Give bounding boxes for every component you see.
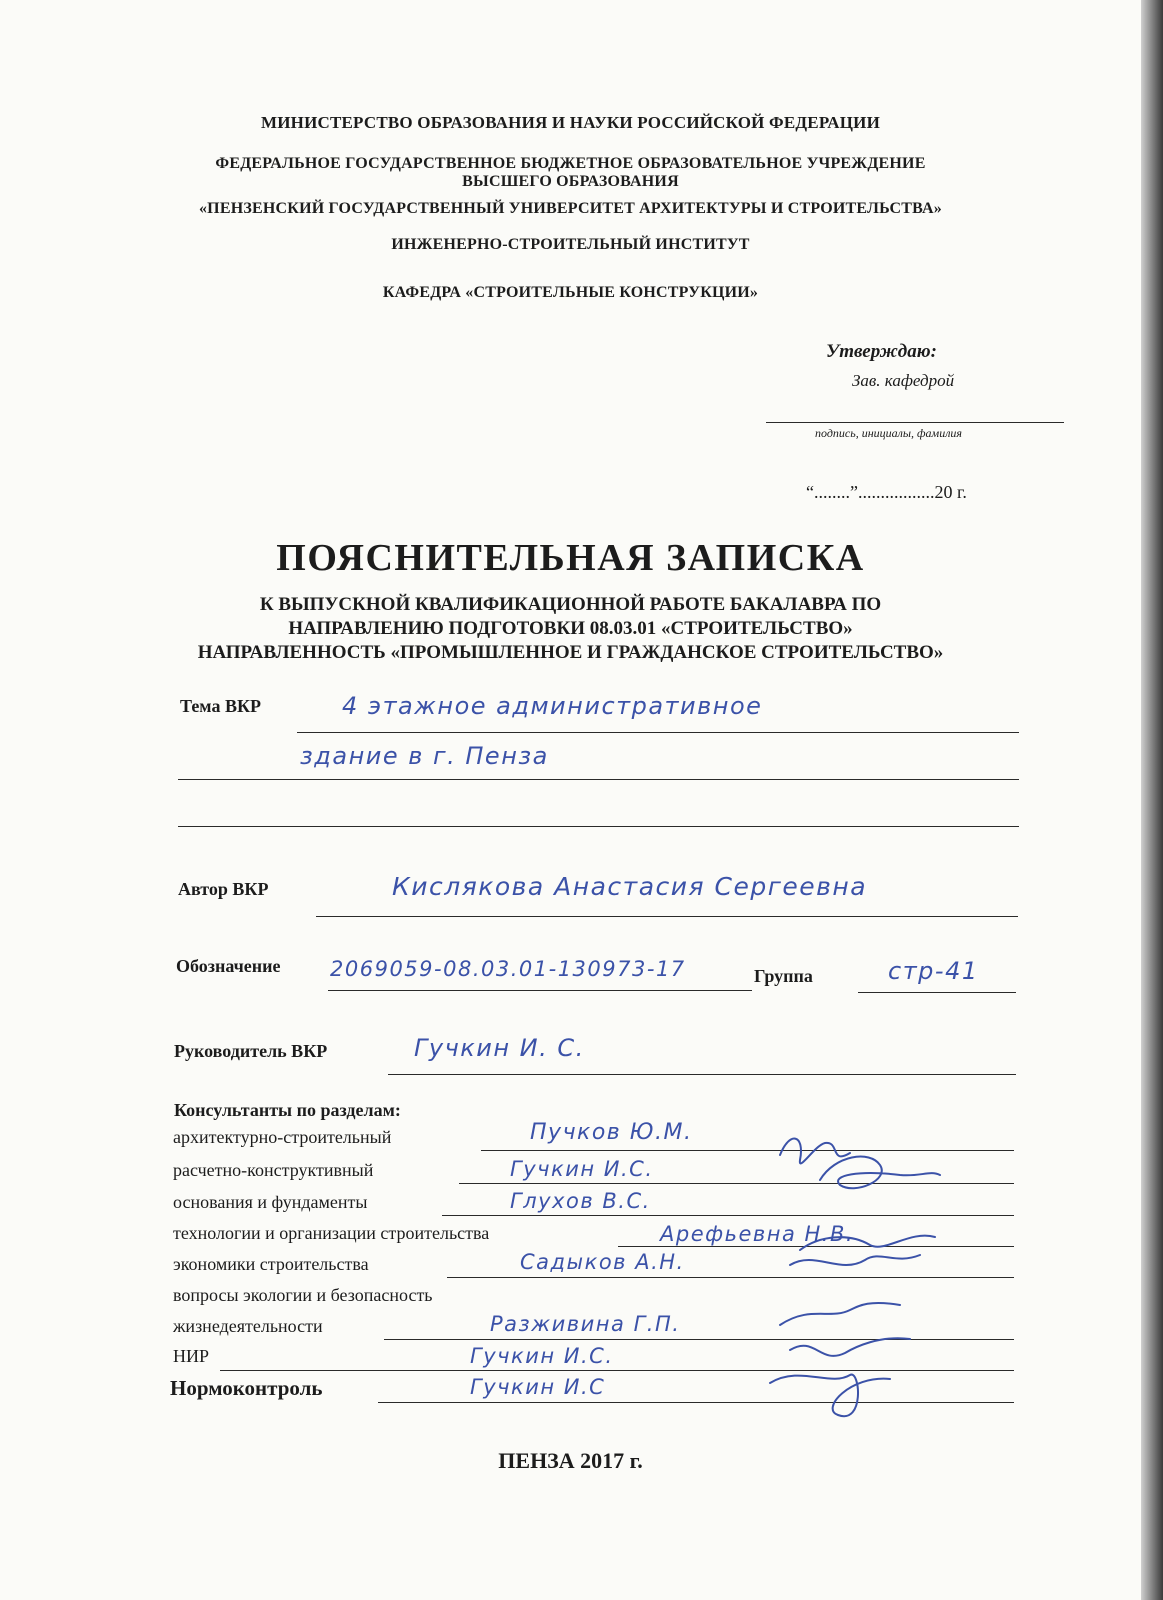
document-subtitle-3: НАПРАВЛЕННОСТЬ «ПРОМЫШЛЕННОЕ И ГРАЖДАНСКОЕ СТРОИТЕЛЬСТВО» <box>197 642 944 663</box>
consultant-name-foundations: Глухов В.С. <box>510 1189 651 1213</box>
norm-control-name: Гучкин И.С <box>470 1375 606 1399</box>
group-handwritten: стр-41 <box>888 957 979 985</box>
topic-handwritten-1: 4 этажное административное <box>342 692 763 720</box>
consultant-name-research: Гучкин И.С. <box>470 1344 614 1368</box>
document-subtitle-2: НАПРАВЛЕНИЮ ПОДГОТОВКИ 08.03.01 «СТРОИТЕЛЬСТВО» <box>288 618 853 639</box>
consultant-label-structural: расчетно-конструктивный <box>173 1160 374 1180</box>
consultant-name-structural: Гучкин И.С. <box>510 1157 654 1181</box>
consultant-name-architecture: Пучков Ю.М. <box>530 1120 693 1145</box>
consultant-label-economics: экономики строительства <box>173 1254 369 1274</box>
topic-label: Тема ВКР <box>180 696 261 716</box>
signature-scribbles <box>760 1125 1000 1435</box>
institution-line-1: ФЕДЕРАЛЬНОЕ ГОСУДАРСТВЕННОЕ БЮДЖЕТНОЕ ОБРАЗОВАТЕЛЬНОЕ УЧРЕЖДЕНИЕ <box>215 155 926 172</box>
group-line <box>858 992 1016 993</box>
ministry-heading: МИНИСТЕРСТВО ОБРАЗОВАНИЯ И НАУКИ РОССИЙСКОЙ ФЕДЕРАЦИИ <box>260 113 880 132</box>
institute-name: ИНЖЕНЕРНО-СТРОИТЕЛЬНЫЙ ИНСТИТУТ <box>391 236 750 253</box>
norm-control-label: Нормоконтроль <box>170 1376 323 1400</box>
author-handwritten: Кислякова Анастасия Сергеевна <box>392 872 868 901</box>
approval-signature-line <box>766 422 1064 423</box>
consultant-label-architecture: архитектурно-строительный <box>173 1127 392 1147</box>
supervisor-handwritten: Гучкин И. С. <box>414 1034 585 1062</box>
approval-title: Утверждаю: <box>826 341 937 362</box>
approval-date-line: “........”.................20 г. <box>806 482 967 502</box>
approval-role: Зав. кафедрой <box>852 371 955 390</box>
city-year: ПЕНЗА 2017 г. <box>498 1448 643 1473</box>
consultant-label-foundations: основания и фундаменты <box>173 1192 368 1212</box>
supervisor-line <box>388 1074 1016 1075</box>
consultant-label-research: НИР <box>173 1346 210 1366</box>
institution-line-2: ВЫСШЕГО ОБРАЗОВАНИЯ <box>462 173 679 190</box>
consultant-label-ecology: вопросы экологии и безопасность <box>173 1285 433 1305</box>
topic-line-2 <box>178 779 1019 780</box>
university-name: «ПЕНЗЕНСКИЙ ГОСУДАРСТВЕННЫЙ УНИВЕРСИТЕТ АРХИТЕКТУРЫ И СТРОИТЕЛЬСТВА» <box>198 200 942 217</box>
approval-caption: подпись, инициалы, фамилия <box>815 426 962 440</box>
designation-label: Обозначение <box>176 956 281 976</box>
group-label: Группа <box>754 966 813 986</box>
document-title: ПОЯСНИТЕЛЬНАЯ ЗАПИСКА <box>276 537 865 579</box>
supervisor-label: Руководитель ВКР <box>174 1041 328 1061</box>
consultant-label-technology: технологии и организации строительства <box>173 1223 490 1243</box>
consultant-name-technology: Арефьевна Н.В. <box>660 1222 855 1246</box>
consultant-label-safety: жизнедеятельности <box>173 1316 323 1336</box>
department-name: КАФЕДРА «СТРОИТЕЛЬНЫЕ КОНСТРУКЦИИ» <box>382 284 759 301</box>
consultants-heading: Консультанты по разделам: <box>174 1100 401 1120</box>
consultant-name-economics: Садыков А.Н. <box>520 1250 685 1274</box>
document-subtitle-1: К ВЫПУСКНОЙ КВАЛИФИКАЦИОННОЙ РАБОТЕ БАКАЛАВРА ПО <box>259 594 882 615</box>
scan-edge <box>1141 0 1163 1600</box>
author-line <box>316 916 1018 917</box>
author-label: Автор ВКР <box>178 879 269 899</box>
designation-handwritten: 2069059-08.03.01-130973-17 <box>330 957 686 981</box>
consultant-name-safety: Разживина Г.П. <box>490 1312 681 1336</box>
designation-line <box>328 990 752 991</box>
topic-line-1 <box>297 732 1019 733</box>
topic-handwritten-2: здание в г. Пенза <box>300 742 549 770</box>
topic-line-3 <box>178 826 1019 827</box>
